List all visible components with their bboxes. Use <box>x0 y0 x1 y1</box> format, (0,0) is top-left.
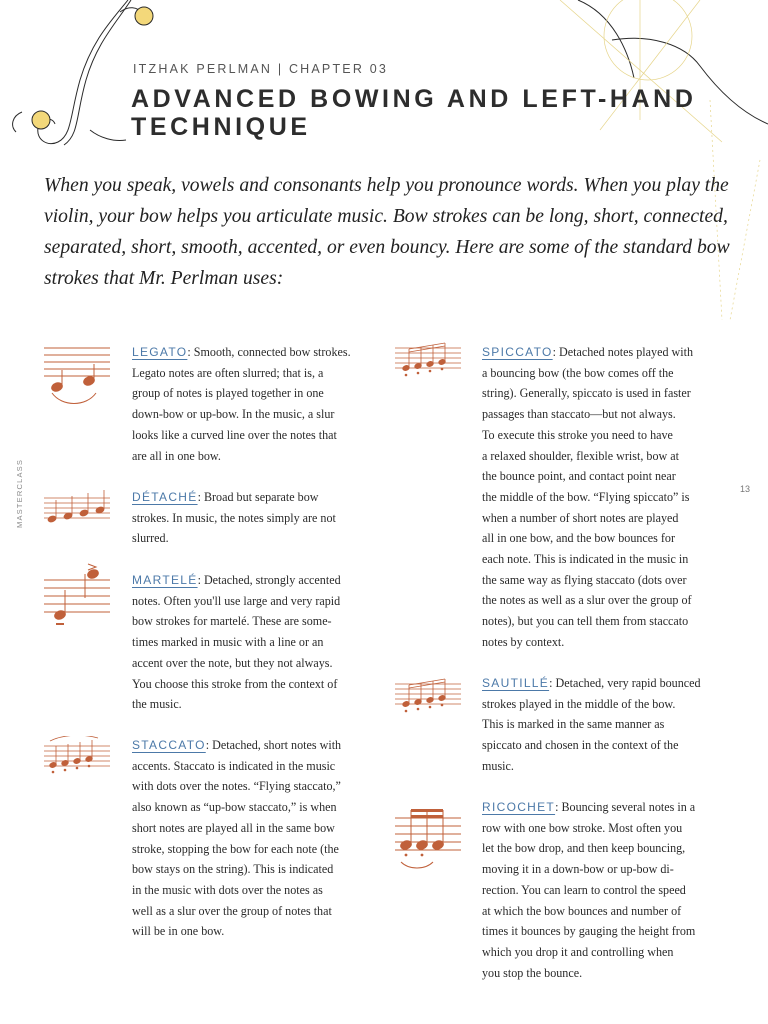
ricochet-notation-icon <box>395 800 463 870</box>
entry-line: let the bow drop, and then keep bouncing, <box>482 841 686 856</box>
entry-line: accent over the note, but they not always. <box>132 655 333 670</box>
entry-line: strokes played in the middle of the bow. <box>482 696 676 711</box>
entry-line: accents. Staccato is indicated in the music <box>132 758 336 773</box>
entry-line: each note. This is indicated in the music in <box>482 552 689 567</box>
martele-notation-icon <box>44 562 112 630</box>
staccato-notation-icon <box>44 736 112 774</box>
term-spiccato: SPICCATO <box>482 345 553 359</box>
entry-line: Legato notes are often slurred; that is, a <box>132 365 324 380</box>
entry-legato <box>132 342 382 466</box>
entry-line: times it bounces by gauging the height from <box>482 924 696 939</box>
entry-line: DÉTACHÉ: Broad but separate bow <box>132 490 319 504</box>
entry-line: row with one bow stroke. Most often you <box>482 820 683 835</box>
entry-line: the music. <box>132 697 182 712</box>
entry-martele <box>132 570 382 715</box>
entry-line: down-bow or up-bow. In the music, a slur <box>132 407 335 422</box>
entry-staccato <box>132 735 382 942</box>
term-staccato: STACCATO <box>132 738 206 752</box>
detache-notation-icon <box>44 488 112 528</box>
entry-line: the notes as well as a slur over the group of <box>482 593 692 608</box>
entry-line: the middle of the bow. “Flying spiccato” is <box>482 489 690 504</box>
entry-line: notes), but you can tell them from staccato <box>482 614 689 629</box>
entry-line: short notes are played all in the same bow <box>132 820 335 835</box>
entry-line: You choose this stroke from the context of <box>132 676 338 691</box>
entry-spiccato <box>482 342 742 653</box>
entry-line: notes by context. <box>482 634 565 649</box>
entry-line: which you drop it and controlling when <box>482 944 674 959</box>
entry-line: LEGATO: Smooth, connected bow strokes. <box>132 345 351 359</box>
entry-line: a relaxed shoulder, flexible wrist, bow at <box>482 448 679 463</box>
page-title <box>131 85 751 141</box>
entry-line: strokes. In music, the notes simply are not <box>132 510 336 525</box>
entry-line: all in one bow, and the bow bounces for <box>482 531 676 546</box>
entry-line: the bounce point, and contact point near <box>482 469 676 484</box>
entry-line: the same way as flying staccato (dots over <box>482 572 687 587</box>
entry-line: bow strokes for martelé. These are some- <box>132 614 332 629</box>
entry-line: MARTELÉ: Detached, strongly accented <box>132 573 341 587</box>
entry-line: times marked in music with a line or an <box>132 635 324 650</box>
entry-line: also known as “up-bow staccato,” is when <box>132 800 337 815</box>
entry-line: STACCATO: Detached, short notes with <box>132 738 342 752</box>
entry-line: with dots over the notes. “Flying staccato,” <box>132 779 341 794</box>
entry-line: slurred. <box>132 531 169 546</box>
entry-line: a bouncing bow (the bow comes off the <box>482 365 674 380</box>
page-title-line-2: TECHNIQUE <box>131 113 311 141</box>
term-detache: DÉTACHÉ <box>132 490 198 504</box>
term-martele: MARTELÉ <box>132 573 198 587</box>
page-number: 13 <box>740 484 751 494</box>
entry-line: To execute this stroke you need to have <box>482 427 673 442</box>
entry-ricochet <box>482 797 742 983</box>
entry-line: bow stays on the string). This is indicated <box>132 862 334 877</box>
legato-notation-icon <box>44 345 112 407</box>
side-label: MASTERCLASS <box>15 458 24 528</box>
entry-line: rection. You can learn to control the speed <box>482 882 686 897</box>
chapter-eyebrow: ITZHAK PERLMAN | CHAPTER 03 <box>133 62 389 76</box>
sautille-notation-icon <box>395 676 463 716</box>
spiccato-notation-icon <box>395 340 463 380</box>
entry-line: notes. Often you'll use large and very rapid <box>132 593 341 608</box>
entry-detache <box>132 487 382 549</box>
entry-line: stroke, stopping the bow for each note (the <box>132 841 339 856</box>
entry-line: SAUTILLÉ: Detached, very rapid bounced <box>482 676 701 690</box>
term-sautille: SAUTILLÉ <box>482 676 550 690</box>
entry-line: when a number of short notes are played <box>482 510 679 525</box>
entry-line: passages than staccato—but not always. <box>482 407 676 422</box>
entry-line: music. <box>482 758 514 773</box>
entry-line: are all in one bow. <box>132 448 221 463</box>
term-legato: LEGATO <box>132 345 188 359</box>
gold-dot-left <box>32 111 50 129</box>
term-ricochet: RICOCHET <box>482 800 556 814</box>
entry-sautille <box>482 673 742 777</box>
entry-line: you stop the bounce. <box>482 965 583 980</box>
entry-line: RICOCHET: Bouncing several notes in a <box>482 800 696 814</box>
entry-line: will be in one bow. <box>132 924 225 939</box>
entry-line: at which the bow bounces and number of <box>482 903 682 918</box>
entry-line: looks like a curved line over the notes that <box>132 427 337 442</box>
entry-line: group of notes is played together in one <box>132 386 324 401</box>
entry-line: well as a slur over the group of notes that <box>132 903 332 918</box>
gold-dot-top <box>135 7 153 25</box>
entry-line: moving it in a down-bow or up-bow di- <box>482 862 674 877</box>
entry-line: SPICCATO: Detached notes played with <box>482 345 694 359</box>
page-title-line-1: ADVANCED BOWING AND LEFT-HAND <box>131 85 697 113</box>
entry-line: in the music with dots over the notes as <box>132 882 323 897</box>
entry-line: spiccato and chosen in the context of the <box>482 738 679 753</box>
entry-line: string). Generally, spiccato is used in faster <box>482 386 691 401</box>
intro-paragraph: When you speak, vowels and consonants help you pronounce words. When you play the violin, your bow helps you articulate music. Bow strokes can be long, short, connected, separated, short, smooth, accented, or even bouncy. Here are some of the standard bow strokes that Mr. Perlman uses: <box>44 175 730 289</box>
entry-line: This is marked in the same manner as <box>482 717 665 732</box>
